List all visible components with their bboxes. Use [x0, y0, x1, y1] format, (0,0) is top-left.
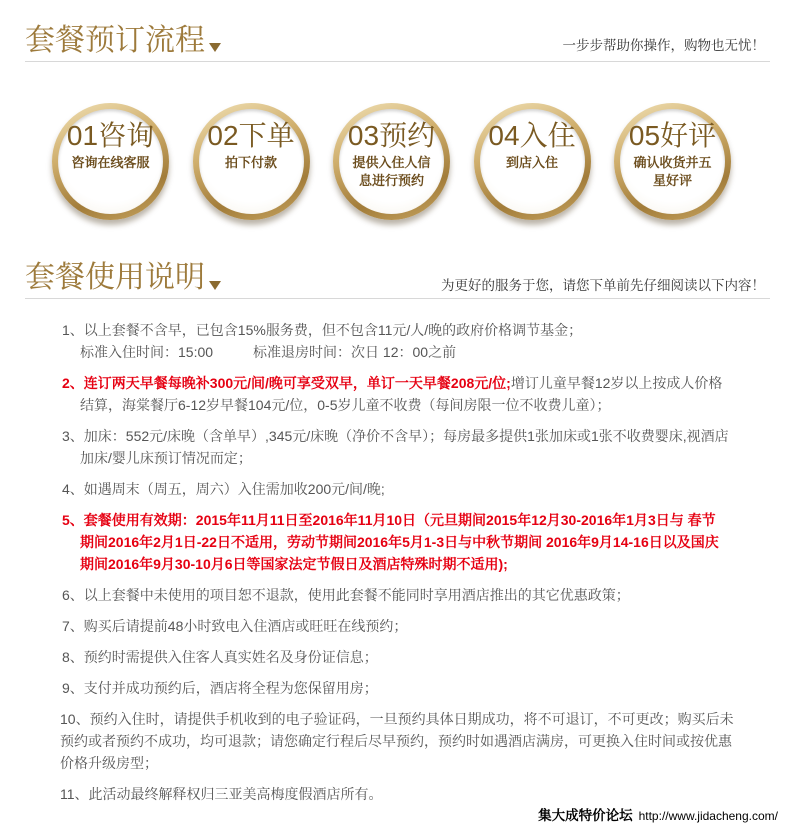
check-out-time: 标准退房时间：次日 12：00之前 — [253, 344, 457, 360]
note-text: 价格升级房型； — [60, 755, 158, 771]
note-number: 3、 — [62, 428, 84, 444]
note-highlight: 期间2016年2月1日-22日不适用，劳动节期间2016年5月1-3日与中秋节期间 2016年9月14-16日以及国庆 — [80, 534, 719, 550]
note-number: 7、 — [62, 618, 84, 634]
note-number: 5、 — [62, 512, 84, 528]
step-number: 02 — [207, 120, 239, 151]
note-item — [60, 509, 734, 575]
step-description — [614, 154, 731, 190]
note-line — [60, 509, 734, 531]
note-text: 预约时需提供入住客人真实姓名及身份证信息； — [83, 649, 378, 665]
step-heading — [614, 120, 731, 152]
note-line — [60, 615, 734, 637]
notes-title: 套餐使用说明 — [25, 261, 205, 294]
note-line — [60, 341, 734, 363]
step-description-line: 确认收货并五 — [633, 155, 712, 170]
note-line — [60, 752, 734, 774]
note-number: 9、 — [62, 680, 84, 696]
step-description-line: 咨询在线客服 — [71, 155, 150, 170]
note-line — [60, 584, 734, 606]
notes-list — [60, 319, 734, 814]
step-description-line: 拍下付款 — [224, 155, 277, 170]
step-description — [193, 154, 310, 172]
step-number: 01 — [66, 120, 99, 151]
note-item — [60, 584, 734, 606]
step-name: 咨询 — [98, 120, 155, 151]
note-number: 6、 — [62, 587, 84, 603]
note-highlight: 期间2016年9月30-10月6日等国家法定节假日及酒店特殊时期不适用); — [80, 556, 508, 572]
note-text: 加床：552元/床晚（含单早）,345元/床晚（净价不含早）；每房最多提供1张加床或1张不收费婴床,视酒店 — [83, 428, 729, 444]
step-description-line: 到店入住 — [505, 155, 558, 170]
note-line — [60, 447, 734, 469]
note-number: 10、 — [60, 711, 90, 727]
step-name: 好评 — [660, 120, 717, 151]
step-card — [614, 103, 731, 220]
note-line — [60, 425, 734, 447]
note-line — [60, 553, 734, 575]
note-text: 此活动最终解释权归三亚美高梅度假酒店所有。 — [88, 786, 383, 802]
step-card — [333, 103, 450, 220]
note-item — [60, 478, 734, 500]
process-title: 套餐预订流程 — [25, 24, 205, 57]
note-number: 2、 — [62, 375, 84, 391]
note-item — [60, 646, 734, 668]
step-number: 04 — [488, 120, 520, 151]
step-heading — [52, 120, 169, 152]
note-number: 11、 — [60, 786, 89, 802]
footer-site-name: 集大成特价论坛 — [538, 808, 633, 823]
notes-subtitle: 为更好的服务于您，请您下单前先仔细阅读以下内容！ — [441, 278, 765, 293]
caret-down-icon — [209, 281, 221, 290]
process-subtitle: 一步步帮助你操作，购物也无忧！ — [562, 38, 765, 53]
note-item — [60, 783, 734, 805]
note-line — [60, 394, 734, 416]
process-divider — [25, 61, 770, 62]
note-line — [60, 677, 734, 699]
step-card — [474, 103, 591, 220]
step-card — [193, 103, 310, 220]
note-line — [60, 708, 734, 730]
note-number: 1、 — [62, 322, 84, 338]
step-heading — [333, 120, 450, 152]
note-item — [60, 319, 734, 363]
step-name: 预约 — [379, 120, 436, 151]
note-text: 增订儿童早餐12岁以上按成人价格 — [510, 375, 723, 391]
note-item — [60, 425, 734, 469]
note-line — [60, 319, 734, 341]
note-line — [60, 783, 734, 805]
step-description-line: 息进行预约 — [358, 173, 424, 188]
note-line — [60, 372, 734, 394]
note-item — [60, 372, 734, 416]
note-line — [60, 646, 734, 668]
note-text: 预约或者预约不成功，均可退款；请您确定行程后尽早预约，预约时如遇酒店满房，可更换入住时间或按优惠 — [60, 733, 732, 749]
check-in-time: 标准入住时间：15:00 — [80, 344, 214, 360]
step-description-line: 星好评 — [652, 173, 692, 188]
note-item — [60, 708, 734, 774]
step-description — [474, 154, 591, 172]
step-description — [333, 154, 450, 190]
step-number: 05 — [628, 120, 661, 151]
note-number: 8、 — [62, 649, 84, 665]
note-item — [60, 677, 734, 699]
step-name: 入住 — [519, 120, 576, 151]
note-line — [60, 478, 734, 500]
booking-steps — [52, 103, 731, 220]
note-text: 支付并成功预约后，酒店将全程为您保留用房； — [83, 680, 378, 696]
note-number: 4、 — [62, 481, 84, 497]
step-name: 下单 — [238, 120, 295, 151]
note-text: 购买后请提前48小时致电入住酒店或旺旺在线预约； — [83, 618, 408, 634]
step-card — [52, 103, 169, 220]
note-text: 预约入住时，请提供手机收到的电子验证码，一旦预约具体日期成功，将不可退订，不可更改；购买后未 — [89, 711, 734, 727]
step-heading — [193, 120, 310, 152]
step-number: 03 — [347, 120, 380, 151]
note-text: 以上套餐不含早，已包含15%服务费，但不包含11元/人/晚的政府价格调节基金； — [83, 322, 583, 338]
note-highlight: 套餐使用有效期：2015年11月11日至2016年11月10日（元旦期间2015年12月30-2016年1月3日与 春节 — [83, 512, 716, 528]
note-text: 加床/婴儿床预订情况而定； — [80, 450, 252, 466]
footer-url: http://www.jidacheng.com/ — [638, 809, 778, 823]
step-description — [52, 154, 169, 172]
step-description-line: 提供入住人信 — [352, 155, 431, 170]
note-text: 结算，海棠餐厅6-12岁早餐104元/位，0-5岁儿童不收费（每间房限一位不收费儿童）； — [80, 397, 611, 413]
note-line — [60, 730, 734, 752]
note-text: 如遇周末（周五，周六）入住需加收200元/间/晚; — [83, 481, 385, 497]
note-item — [60, 615, 734, 637]
note-line — [60, 531, 734, 553]
caret-down-icon — [209, 43, 221, 52]
step-heading — [474, 120, 591, 152]
footer-watermark — [538, 807, 778, 825]
notes-divider — [25, 298, 770, 299]
note-highlight: 连订两天早餐每晚补300元/间/晚可享受双早，单订一天早餐208元/位; — [83, 375, 511, 391]
note-text: 以上套餐中未使用的项目恕不退款，使用此套餐不能同时享用酒店推出的其它优惠政策； — [83, 587, 630, 603]
